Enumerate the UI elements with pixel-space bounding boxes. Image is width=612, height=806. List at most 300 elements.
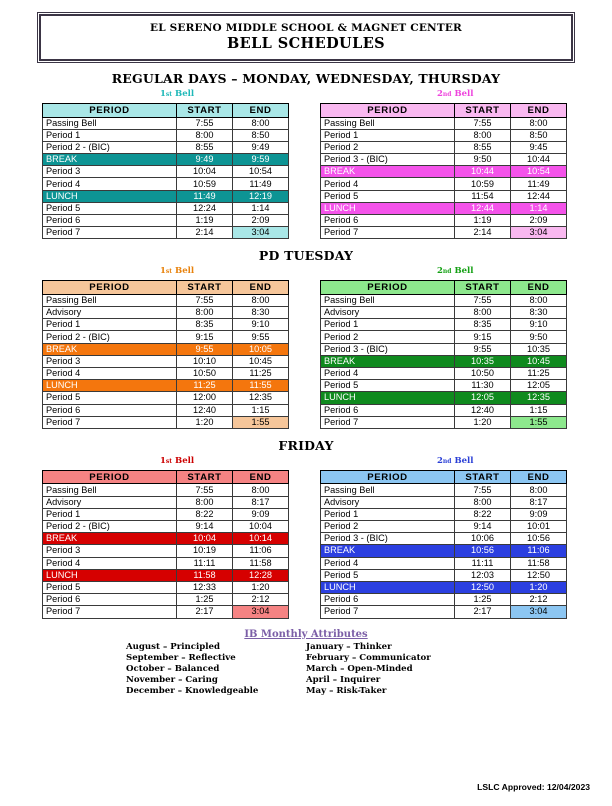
end-time-cell: 12:19 bbox=[233, 190, 289, 202]
start-time-cell: 12:40 bbox=[177, 404, 233, 416]
end-time-cell: 12:44 bbox=[511, 190, 567, 202]
table-row bbox=[321, 496, 567, 508]
section-heading: REGULAR DAYS – MONDAY, WEDNESDAY, THURSDAY bbox=[111, 71, 501, 86]
section-heading: FRIDAY bbox=[278, 437, 334, 453]
start-time-cell: 11:11 bbox=[455, 557, 511, 569]
start-time-cell: 12:33 bbox=[177, 581, 233, 593]
column-header-period: PERIOD bbox=[321, 281, 455, 295]
table-row bbox=[43, 307, 289, 319]
end-time-cell: 1:55 bbox=[233, 416, 289, 428]
table-row bbox=[43, 404, 289, 416]
table-row bbox=[43, 141, 289, 153]
end-time-cell: 2:09 bbox=[511, 215, 567, 227]
table-row bbox=[321, 294, 567, 306]
period-name-cell: Period 4 bbox=[43, 178, 177, 190]
start-time-cell: 7:55 bbox=[455, 484, 511, 496]
end-time-cell: 12:35 bbox=[233, 392, 289, 404]
end-time-cell: 12:05 bbox=[511, 380, 567, 392]
start-time-cell: 11:11 bbox=[177, 557, 233, 569]
schedule-sections bbox=[0, 71, 612, 619]
start-time-cell: 8:00 bbox=[455, 496, 511, 508]
ib-attribute-item: May – Risk-Taker bbox=[306, 686, 387, 697]
end-time-cell: 10:45 bbox=[511, 355, 567, 367]
schedule-table-pair bbox=[0, 103, 612, 239]
period-name-cell: LUNCH bbox=[43, 190, 177, 202]
column-header-period: PERIOD bbox=[43, 104, 177, 118]
schedule-table bbox=[42, 103, 289, 239]
end-time-cell: 10:35 bbox=[511, 343, 567, 355]
end-time-cell: 8:50 bbox=[233, 129, 289, 141]
table-row bbox=[321, 129, 567, 141]
start-time-cell: 9:15 bbox=[455, 331, 511, 343]
start-time-cell: 10:35 bbox=[455, 355, 511, 367]
start-time-cell: 10:56 bbox=[455, 545, 511, 557]
period-name-cell: Advisory bbox=[321, 496, 455, 508]
end-time-cell: 11:49 bbox=[511, 178, 567, 190]
table-row bbox=[321, 594, 567, 606]
schedule-table-wrapper bbox=[320, 470, 566, 619]
document-title: BELL SCHEDULES bbox=[226, 35, 386, 52]
start-time-cell: 1:19 bbox=[455, 215, 511, 227]
table-header-row bbox=[43, 281, 289, 295]
bell-label-row bbox=[0, 266, 612, 279]
end-time-cell: 10:54 bbox=[511, 166, 567, 178]
period-name-cell: Passing Bell bbox=[43, 117, 177, 129]
schedule-table-wrapper bbox=[320, 103, 566, 239]
table-row bbox=[43, 521, 289, 533]
period-name-cell: Period 4 bbox=[43, 557, 177, 569]
end-time-cell: 3:04 bbox=[233, 606, 289, 618]
period-name-cell: Advisory bbox=[43, 496, 177, 508]
period-name-cell: Period 6 bbox=[321, 594, 455, 606]
table-row bbox=[321, 307, 567, 319]
period-name-cell: Period 2 - (BIC) bbox=[43, 521, 177, 533]
period-name-cell: Period 2 - (BIC) bbox=[43, 331, 177, 343]
start-time-cell: 10:59 bbox=[177, 178, 233, 190]
start-time-cell: 10:50 bbox=[177, 368, 233, 380]
period-name-cell: Period 6 bbox=[43, 404, 177, 416]
column-header-end: END bbox=[511, 104, 567, 118]
period-name-cell: Period 6 bbox=[43, 215, 177, 227]
start-time-cell: 12:00 bbox=[177, 392, 233, 404]
table-row bbox=[43, 606, 289, 618]
table-row bbox=[321, 404, 567, 416]
period-name-cell: LUNCH bbox=[43, 380, 177, 392]
end-time-cell: 2:12 bbox=[233, 594, 289, 606]
table-row bbox=[321, 606, 567, 618]
schedule-table bbox=[42, 280, 289, 429]
table-row bbox=[321, 202, 567, 214]
table-row bbox=[43, 594, 289, 606]
end-time-cell: 8:30 bbox=[511, 307, 567, 319]
period-name-cell: Period 7 bbox=[43, 227, 177, 239]
end-time-cell: 3:04 bbox=[511, 606, 567, 618]
bell-label-second: 2nd Bell bbox=[437, 266, 474, 277]
table-row bbox=[321, 117, 567, 129]
period-name-cell: Period 2 bbox=[321, 141, 455, 153]
table-row bbox=[321, 484, 567, 496]
column-header-end: END bbox=[233, 281, 289, 295]
table-row bbox=[43, 202, 289, 214]
start-time-cell: 7:55 bbox=[177, 117, 233, 129]
start-time-cell: 8:35 bbox=[177, 319, 233, 331]
period-name-cell: BREAK bbox=[43, 154, 177, 166]
start-time-cell: 7:55 bbox=[177, 484, 233, 496]
start-time-cell: 9:15 bbox=[177, 331, 233, 343]
schedule-table-wrapper bbox=[42, 103, 288, 239]
ib-attributes-grid bbox=[126, 642, 486, 698]
period-name-cell: Period 7 bbox=[43, 416, 177, 428]
start-time-cell: 7:55 bbox=[177, 294, 233, 306]
end-time-cell: 10:54 bbox=[233, 166, 289, 178]
ib-attribute-item: September – Reflective bbox=[126, 652, 236, 663]
ib-attribute-item: August – Principled bbox=[126, 641, 221, 652]
start-time-cell: 10:06 bbox=[455, 533, 511, 545]
end-time-cell: 10:56 bbox=[511, 533, 567, 545]
period-name-cell: LUNCH bbox=[321, 202, 455, 214]
period-name-cell: BREAK bbox=[321, 545, 455, 557]
end-time-cell: 1:55 bbox=[511, 416, 567, 428]
period-name-cell: BREAK bbox=[43, 343, 177, 355]
table-header-row bbox=[43, 470, 289, 484]
end-time-cell: 10:05 bbox=[233, 343, 289, 355]
start-time-cell: 10:10 bbox=[177, 355, 233, 367]
table-row bbox=[321, 355, 567, 367]
end-time-cell: 1:20 bbox=[511, 581, 567, 593]
period-name-cell: Period 7 bbox=[43, 606, 177, 618]
table-row bbox=[321, 141, 567, 153]
table-row bbox=[43, 117, 289, 129]
schedule-table bbox=[320, 280, 567, 429]
start-time-cell: 11:58 bbox=[177, 569, 233, 581]
schedule-table bbox=[42, 470, 289, 619]
start-time-cell: 7:55 bbox=[455, 117, 511, 129]
bell-label-first: 1st Bell bbox=[160, 266, 195, 277]
period-name-cell: Period 5 bbox=[321, 380, 455, 392]
end-time-cell: 11:25 bbox=[233, 368, 289, 380]
end-time-cell: 9:45 bbox=[511, 141, 567, 153]
start-time-cell: 9:14 bbox=[177, 521, 233, 533]
end-time-cell: 9:59 bbox=[233, 154, 289, 166]
end-time-cell: 10:01 bbox=[511, 521, 567, 533]
schedule-table-pair bbox=[0, 280, 612, 429]
end-time-cell: 8:00 bbox=[511, 484, 567, 496]
start-time-cell: 9:49 bbox=[177, 154, 233, 166]
start-time-cell: 9:55 bbox=[455, 343, 511, 355]
period-name-cell: Passing Bell bbox=[321, 117, 455, 129]
ib-attribute-item: January – Thinker bbox=[306, 641, 392, 652]
end-time-cell: 11:55 bbox=[233, 380, 289, 392]
table-row bbox=[321, 319, 567, 331]
period-name-cell: Period 2 - (BIC) bbox=[43, 141, 177, 153]
table-row bbox=[321, 343, 567, 355]
start-time-cell: 10:59 bbox=[455, 178, 511, 190]
period-name-cell: Period 6 bbox=[43, 594, 177, 606]
period-name-cell: Passing Bell bbox=[321, 294, 455, 306]
schedule-table-wrapper bbox=[320, 280, 566, 429]
table-row bbox=[43, 331, 289, 343]
end-time-cell: 11:25 bbox=[511, 368, 567, 380]
column-header-period: PERIOD bbox=[43, 470, 177, 484]
start-time-cell: 1:20 bbox=[177, 416, 233, 428]
end-time-cell: 1:14 bbox=[511, 202, 567, 214]
end-time-cell: 9:09 bbox=[233, 508, 289, 520]
table-row bbox=[43, 545, 289, 557]
table-header-row bbox=[43, 104, 289, 118]
table-row bbox=[43, 392, 289, 404]
start-time-cell: 2:14 bbox=[177, 227, 233, 239]
start-time-cell: 8:22 bbox=[177, 508, 233, 520]
period-name-cell: Period 5 bbox=[43, 581, 177, 593]
column-header-start: START bbox=[455, 104, 511, 118]
table-row bbox=[321, 557, 567, 569]
end-time-cell: 2:12 bbox=[511, 594, 567, 606]
table-row bbox=[321, 178, 567, 190]
ib-attributes-title: IB Monthly Attributes bbox=[244, 628, 368, 640]
end-time-cell: 10:44 bbox=[511, 154, 567, 166]
table-row bbox=[321, 416, 567, 428]
period-name-cell: Advisory bbox=[43, 307, 177, 319]
start-time-cell: 9:50 bbox=[455, 154, 511, 166]
table-row bbox=[43, 227, 289, 239]
end-time-cell: 1:20 bbox=[233, 581, 289, 593]
period-name-cell: Period 7 bbox=[321, 227, 455, 239]
table-row bbox=[43, 533, 289, 545]
end-time-cell: 10:45 bbox=[233, 355, 289, 367]
table-row bbox=[321, 569, 567, 581]
period-name-cell: Period 4 bbox=[43, 368, 177, 380]
start-time-cell: 2:14 bbox=[455, 227, 511, 239]
table-row bbox=[43, 166, 289, 178]
section-heading: PD TUESDAY bbox=[258, 248, 354, 264]
period-name-cell: LUNCH bbox=[43, 569, 177, 581]
end-time-cell: 11:06 bbox=[233, 545, 289, 557]
table-header-row bbox=[321, 470, 567, 484]
start-time-cell: 8:00 bbox=[177, 496, 233, 508]
period-name-cell: Period 4 bbox=[321, 178, 455, 190]
end-time-cell: 10:04 bbox=[233, 521, 289, 533]
column-header-period: PERIOD bbox=[321, 470, 455, 484]
start-time-cell: 9:14 bbox=[455, 521, 511, 533]
period-name-cell: Period 6 bbox=[321, 215, 455, 227]
table-row bbox=[321, 166, 567, 178]
ib-attribute-item: February – Communicator bbox=[306, 652, 431, 663]
end-time-cell: 11:58 bbox=[511, 557, 567, 569]
end-time-cell: 12:28 bbox=[233, 569, 289, 581]
period-name-cell: Period 3 bbox=[43, 355, 177, 367]
table-row bbox=[321, 521, 567, 533]
ib-attribute-item: December – Knowledgeable bbox=[126, 686, 259, 697]
table-row bbox=[321, 545, 567, 557]
document-title-box bbox=[39, 14, 573, 61]
table-row bbox=[321, 581, 567, 593]
table-row bbox=[321, 154, 567, 166]
start-time-cell: 10:44 bbox=[455, 166, 511, 178]
end-time-cell: 11:49 bbox=[233, 178, 289, 190]
end-time-cell: 8:30 bbox=[233, 307, 289, 319]
start-time-cell: 10:50 bbox=[455, 368, 511, 380]
column-header-period: PERIOD bbox=[321, 104, 455, 118]
period-name-cell: Passing Bell bbox=[321, 484, 455, 496]
start-time-cell: 10:19 bbox=[177, 545, 233, 557]
end-time-cell: 1:15 bbox=[233, 404, 289, 416]
period-name-cell: BREAK bbox=[321, 166, 455, 178]
end-time-cell: 3:04 bbox=[233, 227, 289, 239]
start-time-cell: 11:25 bbox=[177, 380, 233, 392]
period-name-cell: Period 7 bbox=[321, 416, 455, 428]
bell-label-first: 1st Bell bbox=[160, 89, 195, 99]
bell-label-row bbox=[0, 456, 612, 469]
end-time-cell: 8:17 bbox=[233, 496, 289, 508]
period-name-cell: Period 1 bbox=[43, 129, 177, 141]
end-time-cell: 1:14 bbox=[233, 202, 289, 214]
period-name-cell: Period 4 bbox=[321, 557, 455, 569]
ib-attributes-column-1 bbox=[126, 642, 306, 698]
table-row bbox=[43, 380, 289, 392]
end-time-cell: 11:58 bbox=[233, 557, 289, 569]
end-time-cell: 2:09 bbox=[233, 215, 289, 227]
start-time-cell: 12:40 bbox=[455, 404, 511, 416]
end-time-cell: 9:10 bbox=[511, 319, 567, 331]
end-time-cell: 8:00 bbox=[511, 117, 567, 129]
table-row bbox=[43, 496, 289, 508]
start-time-cell: 10:04 bbox=[177, 166, 233, 178]
table-row bbox=[43, 319, 289, 331]
start-time-cell: 8:22 bbox=[455, 508, 511, 520]
period-name-cell: LUNCH bbox=[321, 581, 455, 593]
table-row bbox=[43, 294, 289, 306]
start-time-cell: 12:24 bbox=[177, 202, 233, 214]
table-row bbox=[43, 190, 289, 202]
start-time-cell: 2:17 bbox=[177, 606, 233, 618]
end-time-cell: 12:35 bbox=[511, 392, 567, 404]
start-time-cell: 1:19 bbox=[177, 215, 233, 227]
period-name-cell: Period 2 bbox=[321, 331, 455, 343]
start-time-cell: 8:00 bbox=[177, 129, 233, 141]
end-time-cell: 8:17 bbox=[511, 496, 567, 508]
period-name-cell: Period 1 bbox=[43, 319, 177, 331]
column-header-start: START bbox=[177, 104, 233, 118]
end-time-cell: 8:50 bbox=[511, 129, 567, 141]
start-time-cell: 12:03 bbox=[455, 569, 511, 581]
end-time-cell: 9:49 bbox=[233, 141, 289, 153]
period-name-cell: Period 1 bbox=[321, 508, 455, 520]
column-header-end: END bbox=[233, 104, 289, 118]
table-row bbox=[43, 215, 289, 227]
table-header-row bbox=[321, 104, 567, 118]
table-row bbox=[43, 129, 289, 141]
start-time-cell: 8:00 bbox=[455, 307, 511, 319]
start-time-cell: 7:55 bbox=[455, 294, 511, 306]
end-time-cell: 8:00 bbox=[233, 294, 289, 306]
table-row bbox=[43, 154, 289, 166]
bell-label-second: 2nd Bell bbox=[437, 89, 474, 99]
start-time-cell: 8:35 bbox=[455, 319, 511, 331]
schedule-table-wrapper bbox=[42, 280, 288, 429]
period-name-cell: Period 3 bbox=[43, 545, 177, 557]
end-time-cell: 9:10 bbox=[233, 319, 289, 331]
period-name-cell: Period 4 bbox=[321, 368, 455, 380]
start-time-cell: 12:05 bbox=[455, 392, 511, 404]
table-row bbox=[43, 557, 289, 569]
table-row bbox=[321, 215, 567, 227]
table-header-row bbox=[321, 281, 567, 295]
bell-label-row bbox=[0, 89, 612, 102]
period-name-cell: Period 1 bbox=[43, 508, 177, 520]
table-row bbox=[321, 380, 567, 392]
table-row bbox=[321, 508, 567, 520]
table-row bbox=[321, 392, 567, 404]
column-header-start: START bbox=[177, 281, 233, 295]
period-name-cell: Period 3 - (BIC) bbox=[321, 343, 455, 355]
start-time-cell: 12:44 bbox=[455, 202, 511, 214]
ib-attribute-item: November – Caring bbox=[126, 675, 218, 686]
period-name-cell: LUNCH bbox=[321, 392, 455, 404]
table-row bbox=[43, 484, 289, 496]
period-name-cell: Advisory bbox=[321, 307, 455, 319]
ib-attribute-item: October – Balanced bbox=[126, 663, 220, 674]
schedule-table-pair bbox=[0, 470, 612, 619]
period-name-cell: Period 3 - (BIC) bbox=[321, 533, 455, 545]
table-row bbox=[43, 581, 289, 593]
table-row bbox=[43, 508, 289, 520]
period-name-cell: Period 1 bbox=[321, 129, 455, 141]
table-row bbox=[321, 368, 567, 380]
start-time-cell: 1:25 bbox=[177, 594, 233, 606]
table-row bbox=[43, 368, 289, 380]
period-name-cell: Period 3 bbox=[43, 166, 177, 178]
start-time-cell: 8:55 bbox=[177, 141, 233, 153]
period-name-cell: Period 3 - (BIC) bbox=[321, 154, 455, 166]
period-name-cell: Period 2 bbox=[321, 521, 455, 533]
period-name-cell: BREAK bbox=[43, 533, 177, 545]
period-name-cell: Passing Bell bbox=[43, 294, 177, 306]
ib-attributes-column-2 bbox=[306, 642, 486, 698]
column-header-start: START bbox=[455, 470, 511, 484]
start-time-cell: 11:49 bbox=[177, 190, 233, 202]
end-time-cell: 9:09 bbox=[511, 508, 567, 520]
schedule-table bbox=[320, 103, 567, 239]
end-time-cell: 8:00 bbox=[511, 294, 567, 306]
end-time-cell: 8:00 bbox=[233, 484, 289, 496]
period-name-cell: Period 6 bbox=[321, 404, 455, 416]
end-time-cell: 9:55 bbox=[233, 331, 289, 343]
start-time-cell: 11:30 bbox=[455, 380, 511, 392]
start-time-cell: 1:25 bbox=[455, 594, 511, 606]
bell-schedule-page bbox=[0, 14, 612, 806]
column-header-start: START bbox=[455, 281, 511, 295]
table-row bbox=[43, 178, 289, 190]
start-time-cell: 8:00 bbox=[455, 129, 511, 141]
column-header-end: END bbox=[511, 281, 567, 295]
column-header-end: END bbox=[233, 470, 289, 484]
end-time-cell: 12:50 bbox=[511, 569, 567, 581]
ib-attribute-item: April – Inquirer bbox=[306, 675, 381, 686]
end-time-cell: 11:06 bbox=[511, 545, 567, 557]
approval-stamp: LSLC Approved: 12/04/2023 bbox=[477, 782, 590, 792]
table-row bbox=[321, 533, 567, 545]
period-name-cell: Period 5 bbox=[321, 569, 455, 581]
column-header-period: PERIOD bbox=[43, 281, 177, 295]
start-time-cell: 12:50 bbox=[455, 581, 511, 593]
school-name: EL SERENO MIDDLE SCHOOL & MAGNET CENTER bbox=[150, 22, 462, 34]
start-time-cell: 9:55 bbox=[177, 343, 233, 355]
start-time-cell: 8:55 bbox=[455, 141, 511, 153]
table-row bbox=[43, 416, 289, 428]
table-row bbox=[43, 343, 289, 355]
period-name-cell: Passing Bell bbox=[43, 484, 177, 496]
schedule-table bbox=[320, 470, 567, 619]
